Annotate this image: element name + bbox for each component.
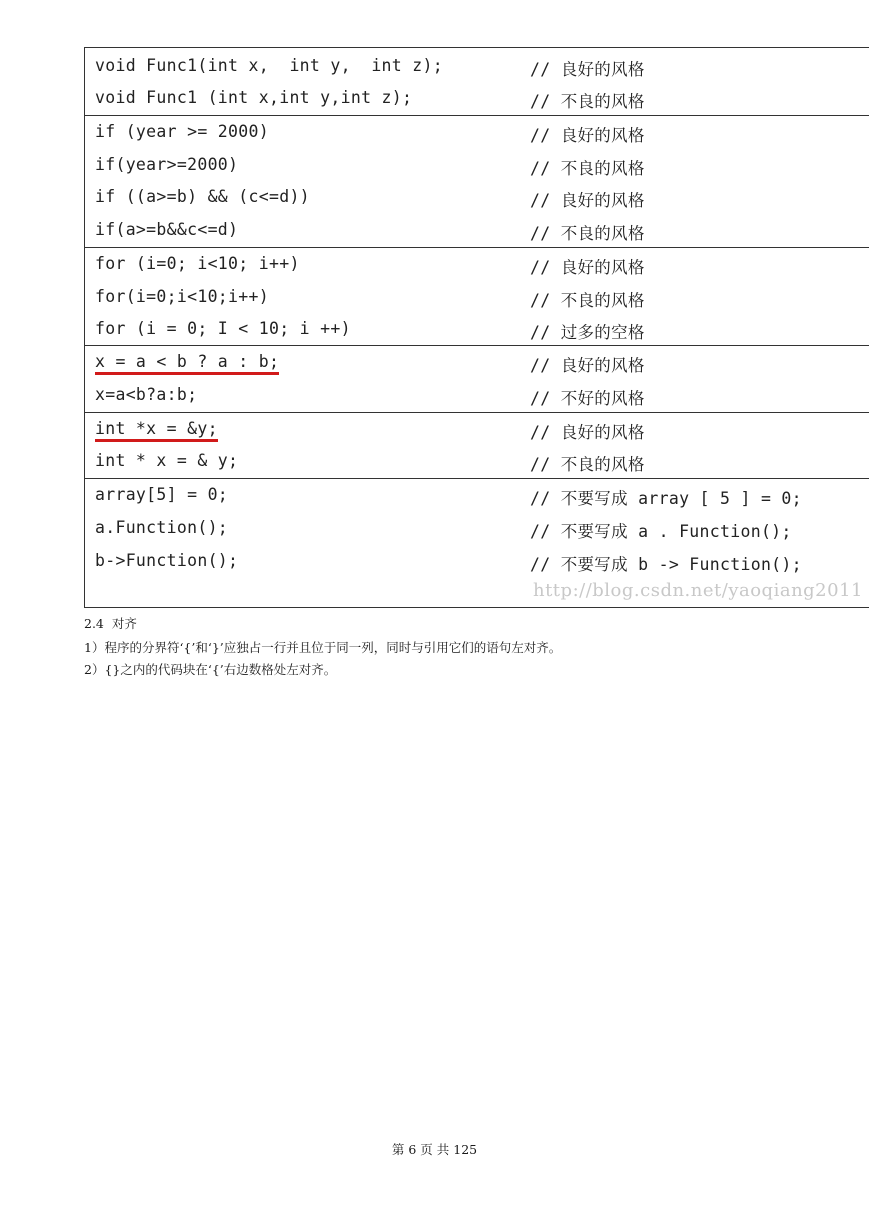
code-comment: // 良好的风格 (530, 126, 645, 145)
code-comment: // 不良的风格 (530, 455, 645, 474)
code-text: void Func1 (int x,int y,int z); (95, 88, 413, 107)
code-row (85, 181, 869, 214)
code-comment: // 不良的风格 (530, 92, 645, 111)
code-text: int * x = & y; (95, 451, 239, 470)
code-text: if ((a>=b) && (c<=d)) (95, 187, 310, 206)
code-text: for (i=0; i<10; i++) (95, 254, 300, 273)
code-comment: // 良好的风格 (530, 258, 645, 277)
code-row (85, 50, 869, 83)
code-row (85, 479, 869, 512)
section-heading: 2.4 对齐 (84, 616, 137, 631)
code-row (85, 512, 869, 545)
code-comment: // 良好的风格 (530, 60, 645, 79)
code-row (85, 445, 869, 478)
code-text: if(year>=2000) (95, 155, 239, 174)
code-text-highlighted: int *x = &y; (95, 419, 218, 442)
code-row (85, 149, 869, 182)
code-row (85, 248, 869, 281)
code-comment: // 不要写成 array [ 5 ] = 0; (530, 489, 802, 508)
code-row (85, 413, 869, 446)
code-comment: // 不良的风格 (530, 291, 645, 310)
code-text: array[5] = 0; (95, 485, 229, 504)
code-comment: // 不要写成 b -> Function(); (530, 555, 802, 574)
code-text: for (i = 0; I < 10; i ++) (95, 319, 351, 338)
code-text: x=a<b?a:b; (95, 385, 198, 404)
code-row (85, 379, 869, 412)
code-text: for(i=0;i<10;i++) (95, 287, 269, 306)
paragraph-item-2: 2）{}之内的代码块在‘{’右边数格处左对齐。 (84, 662, 337, 677)
code-comment: // 过多的空格 (530, 323, 645, 342)
code-row (85, 214, 869, 247)
code-row (85, 545, 869, 578)
code-comment: // 良好的风格 (530, 356, 645, 375)
code-comment: // 不要写成 a . Function(); (530, 522, 792, 541)
code-text-highlighted: x = a < b ? a : b; (95, 352, 279, 375)
watermark: http://blog.csdn.net/yaoqiang2011 (532, 580, 863, 601)
page-footer: 第 6 页 共 125 (391, 1142, 478, 1157)
code-row (85, 281, 869, 314)
paragraph-item-1: 1）程序的分界符‘{’和‘}’应独占一行并且位于同一列，同时与引用它们的语句左对齐。 (84, 640, 562, 655)
code-text: void Func1(int x, int y, int z); (95, 56, 443, 75)
code-row (85, 116, 869, 149)
code-comment: // 良好的风格 (530, 191, 645, 210)
code-row (85, 346, 869, 379)
code-text: if(a>=b&&c<=d) (95, 220, 239, 239)
code-comment: // 不良的风格 (530, 224, 645, 243)
code-style-table (84, 47, 869, 608)
code-comment: // 不好的风格 (530, 389, 645, 408)
code-text: b->Function(); (95, 551, 239, 570)
code-row (85, 82, 869, 115)
code-text: a.Function(); (95, 518, 229, 537)
code-text: if (year >= 2000) (95, 122, 269, 141)
code-row (85, 313, 869, 346)
code-comment: // 不良的风格 (530, 159, 645, 178)
code-comment: // 良好的风格 (530, 423, 645, 442)
